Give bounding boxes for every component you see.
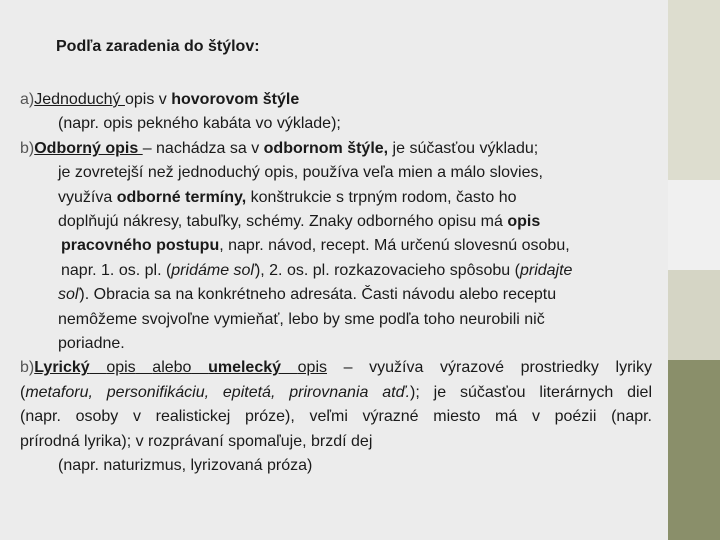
item-b-line-1 — [20, 137, 652, 161]
item-b-example-2: pridajte — [519, 261, 573, 279]
sidebar-block-middle — [668, 270, 720, 360]
sidebar-block-light — [668, 180, 720, 270]
item-c-text: – využíva výrazové prostriedky lyriky — [327, 359, 652, 377]
item-a-style: hovorovom štýle — [171, 91, 300, 108]
item-b-line-4 — [20, 210, 652, 234]
item-c-line-2 — [20, 381, 652, 405]
item-b-text-2: je súčasťou výkladu; — [388, 139, 539, 157]
sidebar-block-top — [668, 0, 720, 180]
item-c-gap-2 — [136, 359, 153, 376]
item-b-line-6-c: ), 2. os. pl. rozkazovacieho spôsobu ( — [254, 261, 520, 279]
decorative-sidebar — [668, 0, 720, 540]
item-c-marker: b) — [20, 359, 35, 377]
item-c-line-1 — [20, 356, 652, 380]
item-b-line-3 — [20, 186, 652, 210]
item-c-term-3: alebo — [152, 359, 192, 377]
item-c-line-4: prírodná lyrika); v rozprávaní spomaľuje, brzdí dej — [20, 432, 373, 450]
item-c-line-2-a: ( — [20, 383, 26, 401]
item-c-gap-4 — [281, 359, 298, 376]
item-b-marker: b) — [20, 139, 35, 157]
item-b-line-6 — [20, 259, 652, 283]
item-a-line-2: (napr. opis pekného kabáta vo výklade); — [58, 115, 341, 133]
item-b-term: Odborný opis — [34, 139, 143, 157]
item-c-term-1: Lyrický — [34, 359, 90, 377]
item-b-line-4-b: opis — [507, 213, 541, 231]
item-c-term-4: umelecký — [208, 359, 282, 377]
item-b-line-6-a: napr. 1. os. pl. ( — [61, 261, 172, 279]
item-a-line-1 — [20, 88, 652, 112]
item-b-line-7 — [20, 283, 652, 307]
item-b-postup: pracovného postupu — [61, 237, 220, 255]
item-c-line-2-c: ); je súčasťou literárnych diel — [410, 383, 652, 401]
item-b-line-9: poriadne. — [58, 335, 125, 353]
slide-title: Podľa zaradenia do štýlov: — [56, 38, 260, 55]
item-b-line-5-b: , napr. návod, recept. Má určenú slovesnú osobu, — [219, 237, 570, 255]
item-b-style: odbornom štýle, — [263, 139, 389, 157]
item-b-line-3-a: využíva — [58, 188, 117, 206]
item-b-line-2: je zovretejší než jednoduchý opis, používa veľa mien a málo slovies, — [58, 164, 543, 182]
item-b-line-7-b: ). Obracia sa na konkrétneho adresáta. Časti návodu alebo receptu — [79, 286, 557, 304]
item-b-line-3-c: konštrukcie s trpným rodom, často ho — [246, 188, 517, 206]
item-b-line-5 — [20, 234, 652, 258]
item-c-gap-3 — [191, 359, 208, 376]
item-b-terms: odborné termíny, — [116, 188, 247, 206]
item-b-example-2b: soľ — [58, 286, 80, 304]
item-c-gap-1 — [90, 359, 107, 376]
item-a-term: Jednoduchý — [34, 91, 125, 108]
item-c-figures: metaforu, personifikáciu, epitetá, prirovnania atď. — [25, 383, 411, 401]
item-c-term-2: opis — [106, 359, 136, 377]
item-b-text: – nachádza sa v — [142, 139, 264, 157]
item-a-marker: a) — [20, 91, 35, 108]
item-c-term-5: opis — [297, 359, 327, 377]
item-b-line-8: nemôžeme svojvoľne vymieňať, lebo by sme podľa toho neurobili nič — [58, 310, 545, 328]
item-a-text: opis v — [124, 91, 172, 108]
item-b-example-1: pridáme soľ — [171, 261, 255, 279]
slide-body — [20, 88, 652, 479]
item-c-line-3: (napr. osoby v realistickej próze), veľmi výrazné miesto má v poézii (napr. — [20, 408, 652, 426]
item-c-line-5: (napr. naturizmus, lyrizovaná próza) — [58, 457, 313, 475]
item-b-line-4-a: doplňujú nákresy, tabuľky, schémy. Znaky odborného opisu má — [58, 213, 508, 231]
sidebar-block-bottom — [668, 360, 720, 540]
